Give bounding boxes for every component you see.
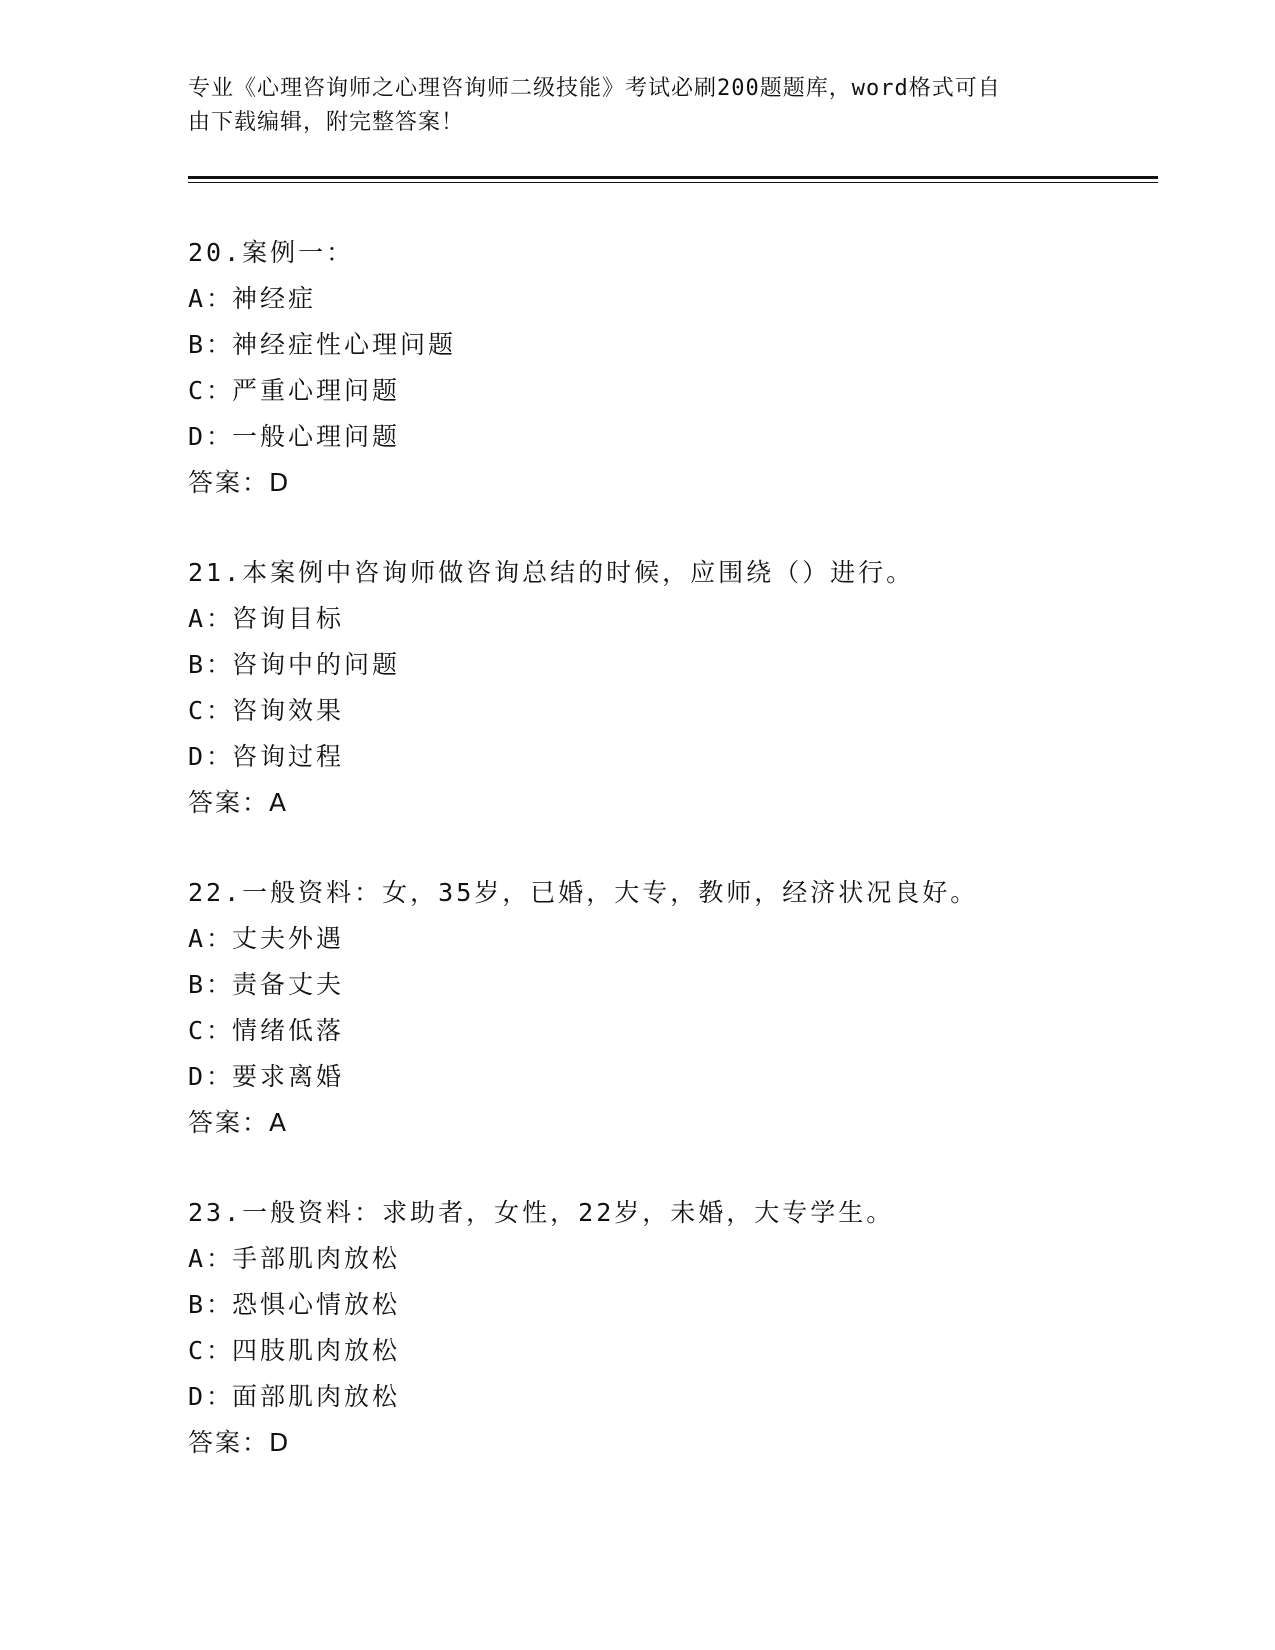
option-key: C： [188, 696, 235, 725]
question-20 [188, 230, 1188, 506]
option-d [188, 414, 1188, 460]
option-text: 恐惧心情放松 [232, 1290, 401, 1319]
option-c [188, 368, 1188, 414]
question-23 [188, 1190, 1188, 1466]
option-a [188, 1236, 1188, 1282]
option-c [188, 1008, 1188, 1054]
option-text: 责备丈夫 [232, 970, 345, 999]
answer-line: 答案：A [188, 1108, 289, 1137]
option-key: B： [188, 1290, 235, 1319]
answer-line: 答案：D [188, 1428, 291, 1457]
option-b [188, 642, 1188, 688]
header-divider-thick [188, 176, 1158, 179]
option-text: 神经症 [232, 284, 317, 313]
option-text: 严重心理问题 [232, 376, 401, 405]
option-text: 咨询效果 [232, 696, 345, 725]
option-text: 咨询中的问题 [232, 650, 401, 679]
option-key: D： [188, 1062, 235, 1091]
option-a [188, 276, 1188, 322]
option-text: 一般心理问题 [232, 422, 401, 451]
option-key: B： [188, 970, 235, 999]
question-stem: 21.本案例中咨询师做咨询总结的时候，应围绕（）进行。 [188, 558, 915, 587]
option-key: D： [188, 422, 235, 451]
option-text: 咨询目标 [232, 604, 345, 633]
header-line-1: 专业《心理咨询师之心理咨询师二级技能》考试必刷200题题库，word格式可自 [188, 76, 1001, 101]
option-c [188, 1328, 1188, 1374]
option-text: 神经症性心理问题 [232, 330, 457, 359]
option-d [188, 1054, 1188, 1100]
option-key: C： [188, 1016, 235, 1045]
option-text: 情绪低落 [232, 1016, 345, 1045]
option-d [188, 1374, 1188, 1420]
document-header [188, 72, 1088, 140]
option-d [188, 734, 1188, 780]
question-21 [188, 550, 1188, 826]
answer-line: 答案：A [188, 788, 289, 817]
option-text: 手部肌肉放松 [232, 1244, 401, 1273]
option-key: A： [188, 604, 235, 633]
option-key: D： [188, 1382, 235, 1411]
option-key: B： [188, 330, 235, 359]
option-text: 面部肌肉放松 [232, 1382, 401, 1411]
option-b [188, 962, 1188, 1008]
option-key: C： [188, 376, 235, 405]
option-key: A： [188, 1244, 235, 1273]
option-c [188, 688, 1188, 734]
option-a [188, 596, 1188, 642]
option-key: A： [188, 284, 235, 313]
option-b [188, 322, 1188, 368]
option-text: 丈夫外遇 [232, 924, 345, 953]
question-22 [188, 870, 1188, 1146]
option-key: A： [188, 924, 235, 953]
question-stem: 20.案例一： [188, 238, 355, 267]
option-key: D： [188, 742, 235, 771]
header-divider-thin [188, 182, 1158, 183]
question-stem: 23.一般资料：求助者，女性，22岁，未婚，大专学生。 [188, 1198, 895, 1227]
option-text: 咨询过程 [232, 742, 345, 771]
option-text: 要求离婚 [232, 1062, 345, 1091]
option-key: B： [188, 650, 235, 679]
option-b [188, 1282, 1188, 1328]
option-a [188, 916, 1188, 962]
option-text: 四肢肌肉放松 [232, 1336, 401, 1365]
option-key: C： [188, 1336, 235, 1365]
question-stem: 22.一般资料：女，35岁，已婚，大专，教师，经济状况良好。 [188, 878, 979, 907]
header-line-2: 由下载编辑，附完整答案！ [188, 110, 465, 135]
answer-line: 答案：D [188, 468, 291, 497]
